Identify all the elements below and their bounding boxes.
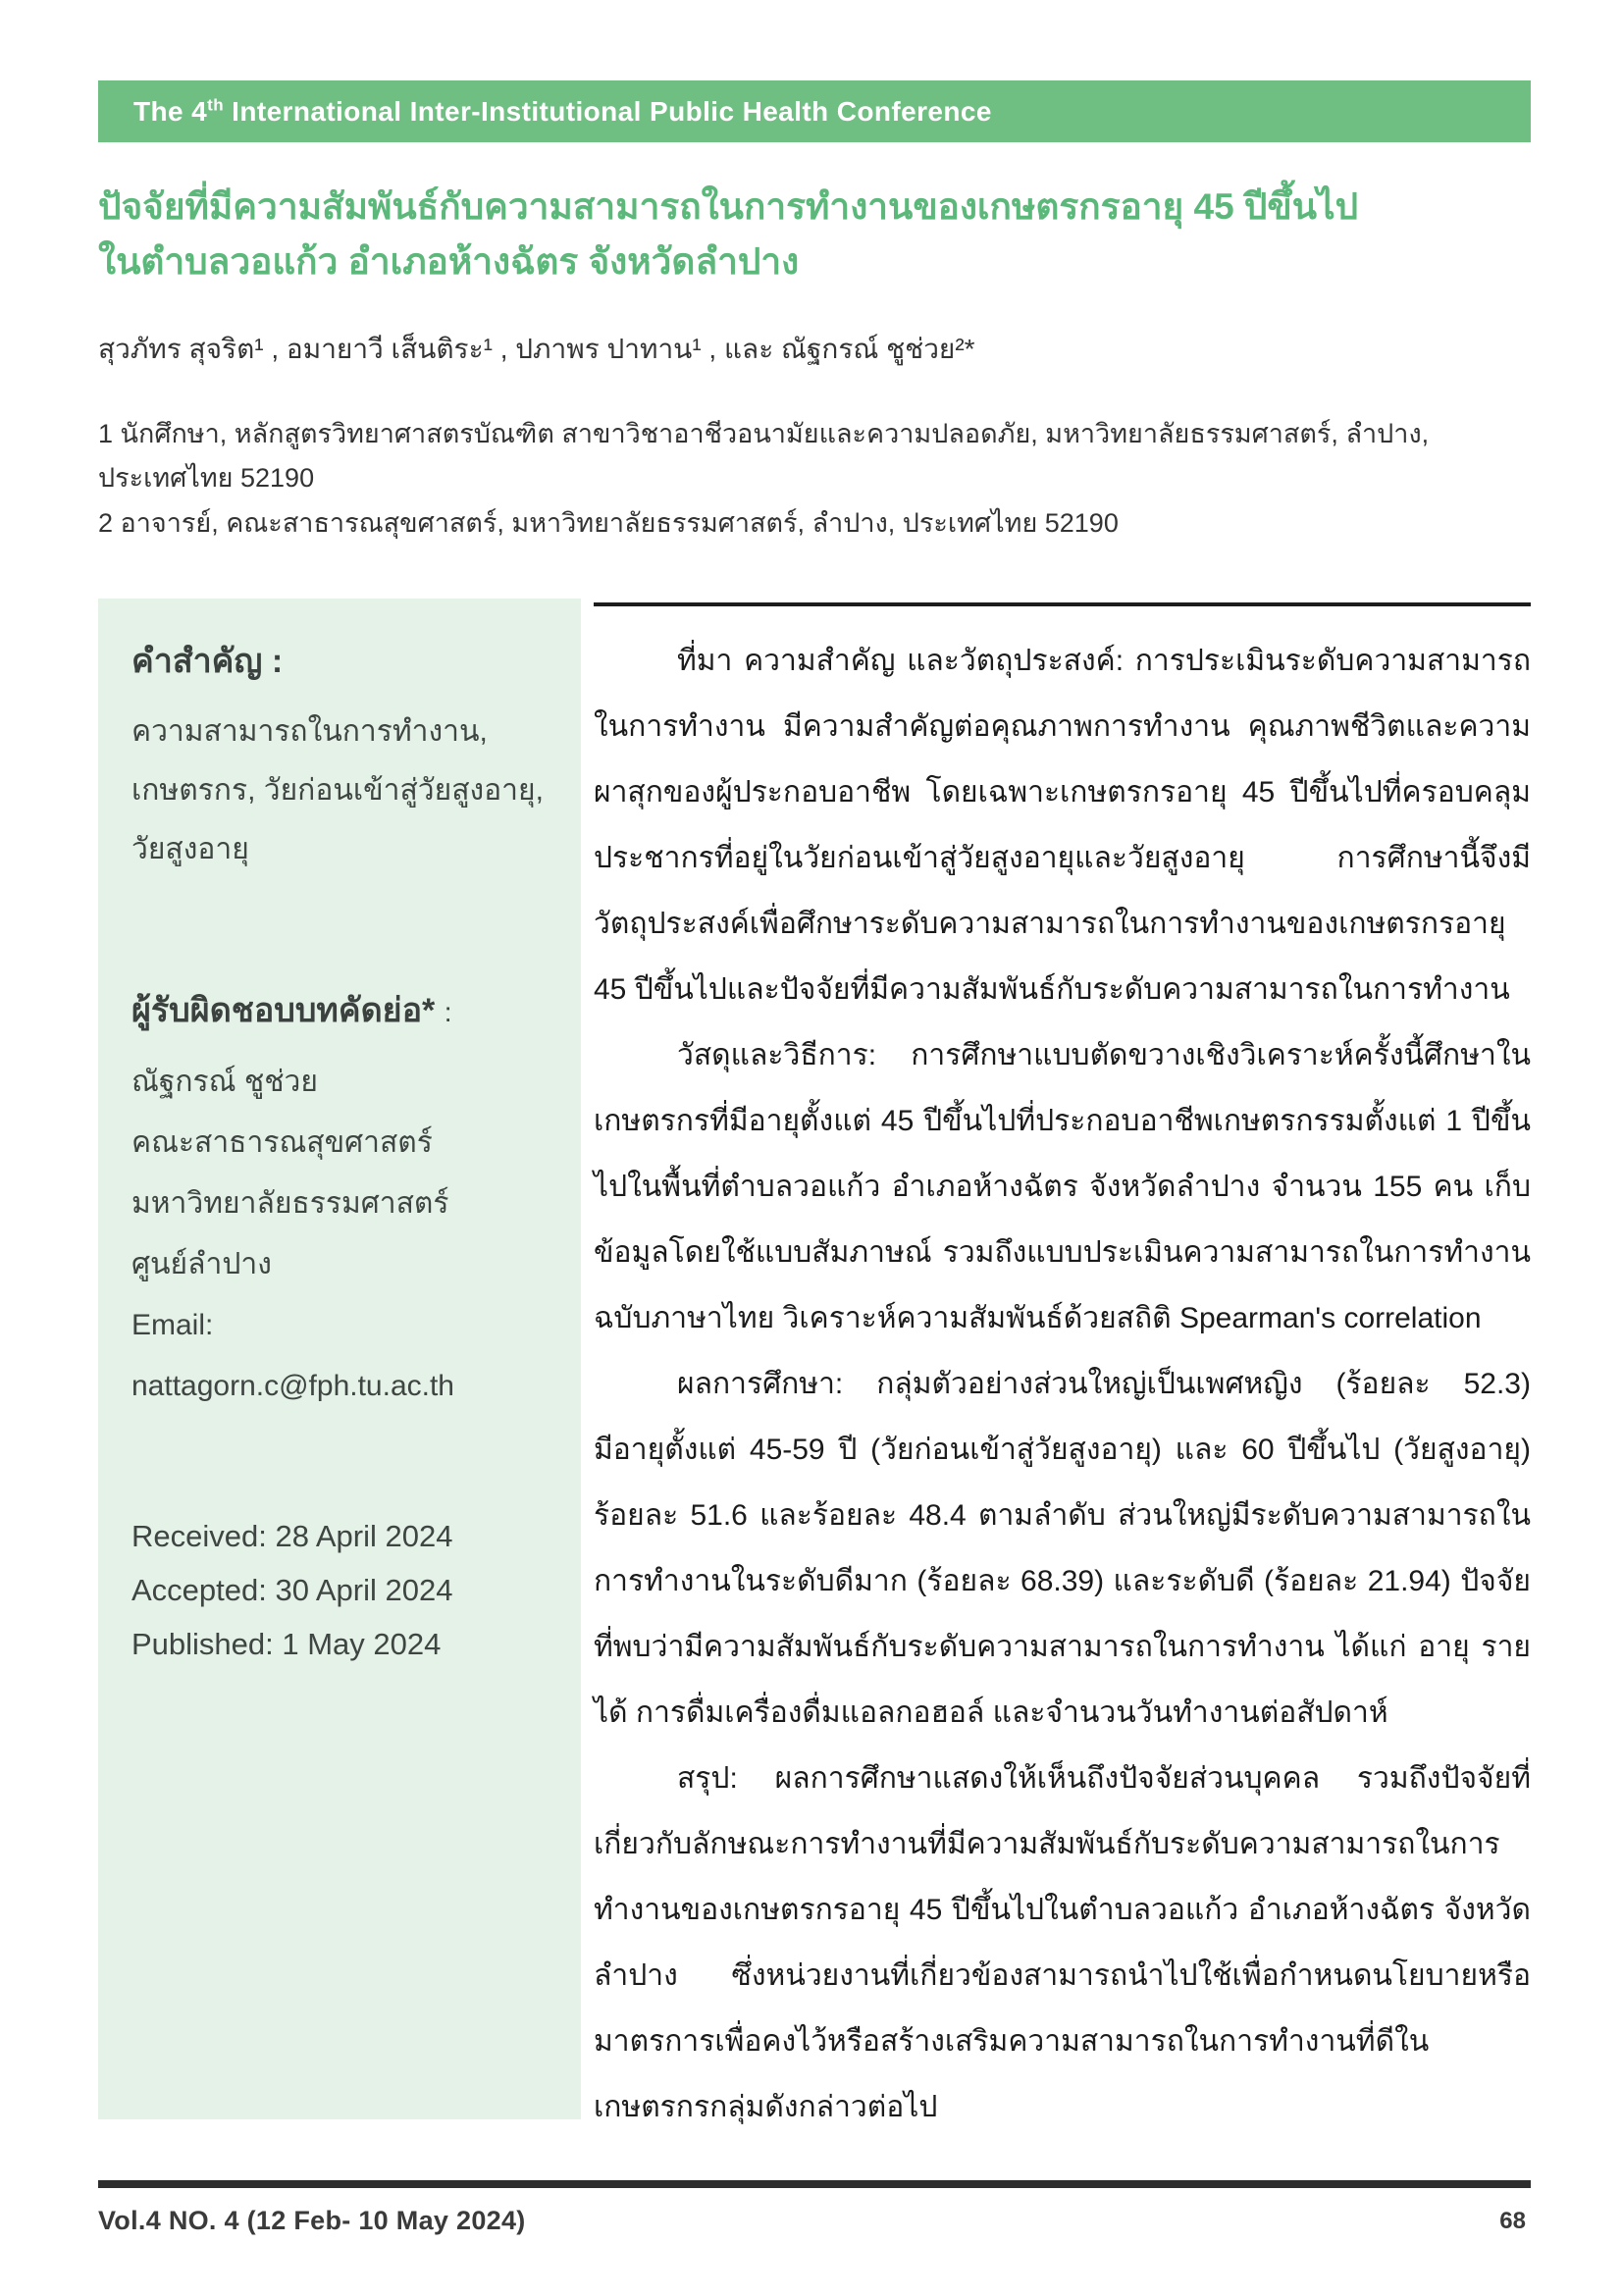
email-label: Email:	[131, 1309, 214, 1341]
abstract-paragraph-methods: วัสดุและวิธีการ: การศึกษาแบบตัดขวางเชิงวิเคราะห์ครั้งนี้ศึกษาในเกษตรกรที่มีอายุตั้งแต่ 45 ปีขึ้นไปที่ประกอบอาชีพเกษตรกรรมตั้งแต่ 1 ปีขึ้นไปในพื้นที่ตำบลวอแก้ว อำเภอห้างฉัตร จังหวัดลำปาง จำนวน 155 คน เก็บข้อมูลโดยใช้แบบสัมภาษณ์ รวมถึงแบบประเมินความสามารถในการทำงานฉบับภาษาไทย วิเคราะห์ความสัมพันธ์ด้วยสถิติ Spearman's correlation	[594, 1039, 1531, 1334]
keywords-text: ความสามารถในการทำงาน, เกษตรกร, วัยก่อนเข้าสู่วัยสูงอายุ, วัยสูงอายุ	[131, 715, 544, 865]
ordinal-superscript: th	[207, 95, 224, 115]
volume-info: Vol.4 NO. 4 (12 Feb- 10 May 2024)	[98, 2206, 526, 2235]
accepted-date: Accepted: 30 April 2024	[131, 1573, 453, 1607]
corresponding-author-faculty: คณะสาธารณสุขศาสตร์	[131, 1126, 433, 1159]
abstract-paragraph-conclusion: สรุป: ผลการศึกษาแสดงให้เห็นถึงปัจจัยส่วนบุคคล รวมถึงปัจจัยที่เกี่ยวกับลักษณะการทำงานที่มีความสัมพันธ์กับระดับความสามารถในการทำงานของเกษตรกรอายุ 45 ปีขึ้นไปในตำบลวอแก้ว อำเภอห้างฉัตร จังหวัดลำปาง ซึ่งหน่วยงานที่เกี่ยวข้องสามารถนำไปใช้เพื่อกำหนดนโยบายหรือมาตรการเพื่อคงไว้หรือสร้างเสริมความสามารถในการทำงานที่ดีในเกษตรกรกลุ่มดังกล่าวต่อไป	[594, 1762, 1531, 2123]
corresponding-author-heading-text: ผู้รับผิดชอบบทคัดย่อ*	[131, 992, 436, 1029]
corresponding-author-heading	[131, 983, 555, 1036]
corresponding-author-name: ณัฐกรณ์ ชูช่วย	[131, 1066, 318, 1098]
abstract-body	[594, 602, 1531, 2140]
corresponding-author-email[interactable]: nattagorn.c@fph.tu.ac.th	[131, 1370, 454, 1402]
page-number: 68	[1499, 2208, 1526, 2234]
article-dates-section	[131, 1509, 555, 1671]
affiliations	[98, 412, 1536, 546]
keywords-heading: คำสำคัญ :	[131, 643, 284, 680]
article-title	[98, 180, 1536, 288]
footer-divider	[98, 2180, 1531, 2188]
abstract-sidebar	[98, 599, 581, 2119]
abstract-paragraph-results: ผลการศึกษา: กลุ่มตัวอย่างส่วนใหญ่เป็นเพศหญิง (ร้อยละ 52.3) มีอายุตั้งแต่ 45-59 ปี (วัยก่อนเข้าสู่วัยสูงอายุ) และ 60 ปีขึ้นไป (วัยสูงอายุ) ร้อยละ 51.6 และร้อยละ 48.4 ตามลำดับ ส่วนใหญ่มีระดับความสามารถในการทำงานในระดับดีมาก (ร้อยละ 68.39) และระดับดี (ร้อยละ 21.94) ปัจจัยที่พบว่ามีความสัมพันธ์กับระดับความสามารถในการทำงาน ได้แก่ อายุ รายได้ การดื่มเครื่องดื่มแอลกอฮอล์ และจำนวนวันทำงานต่อสัปดาห์	[594, 1368, 1531, 1729]
banner-text-post: International Inter-Institutional Public Health Conference	[224, 95, 992, 127]
published-date: Published: 1 May 2024	[131, 1627, 442, 1661]
conference-banner-title	[133, 96, 992, 128]
article-title-line2: ในตำบลวอแก้ว อำเภอห้างฉัตร จังหวัดลำปาง	[98, 240, 800, 282]
corresponding-author-campus: ศูนย์ลำปาง	[131, 1248, 272, 1280]
article-title-line1: ปัจจัยที่มีความสัมพันธ์กับความสามารถในการทำงานของเกษตรกรอายุ 45 ปีขึ้นไป	[98, 186, 1359, 227]
affiliation-1: 1 นักศึกษา, หลักสูตรวิทยาศาสตรบัณฑิต สาขาวิชาอาชีวอนามัยและความปลอดภัย, มหาวิทยาลัยธรรมศาสตร์, ลำปาง, ประเทศไทย 52190	[98, 419, 1430, 494]
received-date: Received: 28 April 2024	[131, 1519, 453, 1553]
banner-text-pre: The 4	[133, 95, 208, 127]
abstract-top-divider	[594, 602, 1531, 606]
corresponding-author-section	[131, 983, 555, 1417]
corresponding-author-university: มหาวิทยาลัยธรรมศาสตร์	[131, 1187, 449, 1220]
abstract-paragraph-background: ที่มา ความสำคัญ และวัตถุประสงค์: การประเมินระดับความสามารถในการทำงาน มีความสำคัญต่อคุณภาพการทำงาน คุณภาพชีวิตและความผาสุกของผู้ประกอบอาชีพ โดยเฉพาะเกษตรกรอายุ 45 ปีขึ้นไปที่ครอบคลุมประชากรที่อยู่ในวัยก่อนเข้าสู่วัยสูงอายุและวัยสูงอายุ การศึกษานี้จึงมีวัตถุประสงค์เพื่อศึกษาระดับความสามารถในการทำงานของเกษตรกรอายุ 45 ปีขึ้นไปและปัจจัยที่มีความสัมพันธ์กับระดับความสามารถในการทำงาน	[594, 645, 1531, 1006]
authors-line: สุวภัทร สุจริต¹ , อมายาวี เส็นติระ¹ , ปภาพร ปาทาน¹ , และ ณัฐกรณ์ ชูช่วย²*	[98, 334, 975, 364]
conference-banner	[98, 80, 1531, 142]
keywords-section	[131, 634, 555, 879]
affiliation-2: 2 อาจารย์, คณะสาธารณสุขศาสตร์, มหาวิทยาลัยธรรมศาสตร์, ลำปาง, ประเทศไทย 52190	[98, 507, 1119, 538]
corresponding-author-heading-colon: :	[444, 997, 452, 1027]
